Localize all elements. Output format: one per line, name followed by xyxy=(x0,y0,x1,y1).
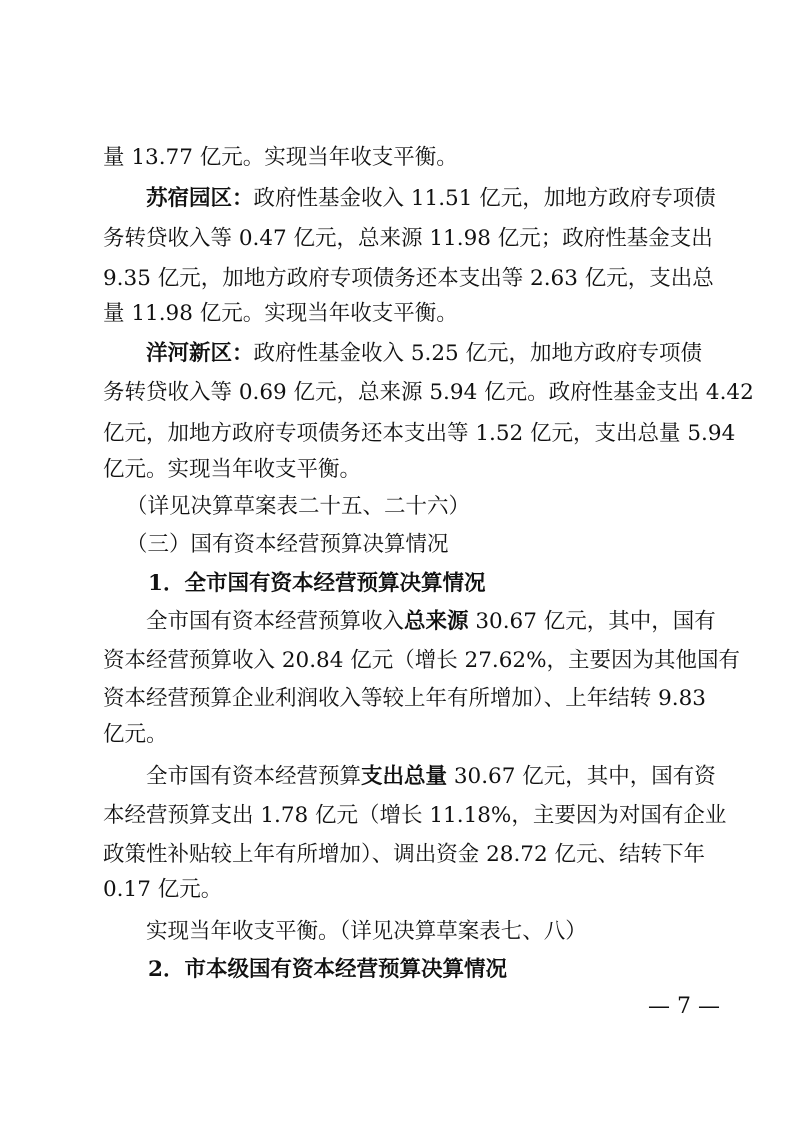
page-number: — 7 — xyxy=(648,994,720,1019)
note-reference: （详见决算草案表二十五、二十六） xyxy=(126,494,471,519)
region-label-suqian: 苏宿园区： xyxy=(146,186,254,211)
paragraph-yanghe-line-1 xyxy=(146,339,703,369)
paragraph-yanghe-line-3: 亿元，加地方政府专项债务还本支出等 1.52 亿元，支出总量 5.94 xyxy=(103,421,736,446)
paragraph-yanghe-line-2: 务转贷收入等 0.69 亿元，总来源 5.94 亿元。政府性基金支出 4.42 xyxy=(103,380,754,405)
paragraph-suqian-line-4: 量 11.98 亿元。实现当年收支平衡。 xyxy=(103,301,458,326)
paragraph-income-line-4: 亿元。 xyxy=(103,722,168,747)
paragraph-income-line-3: 资本经营预算企业利润收入等较上年有所增加）、上年结转 9.83 xyxy=(103,686,706,711)
paragraph-balance: 实现当年收支平衡。（详见决算草案表七、八） xyxy=(146,919,587,944)
paragraph-text: 政府性基金收入 11.51 亿元，加地方政府专项债 xyxy=(253,186,716,211)
paragraph-expense-line-4: 0.17 亿元。 xyxy=(103,877,223,902)
paragraph-expense-line-3: 政策性补贴较上年有所增加）、调出资金 28.72 亿元、结转下年 xyxy=(103,842,705,867)
emphasis-total-expense: 支出总量 xyxy=(361,764,448,789)
paragraph-yanghe-line-4: 亿元。实现当年收支平衡。 xyxy=(103,457,362,482)
paragraph-suqian-line-1 xyxy=(146,184,716,214)
paragraph-expense-line-2: 本经营预算支出 1.78 亿元（增长 11.18%，主要因为对国有企业 xyxy=(103,803,727,828)
subsection-heading-2: 2．市本级国有资本经营预算决算情况 xyxy=(148,957,507,982)
paragraph-text: 政府性基金收入 5.25 亿元，加地方政府专项债 xyxy=(253,341,703,366)
paragraph-text: 全市国有资本经营预算 xyxy=(146,764,362,789)
paragraph-line: 量 13.77 亿元。实现当年收支平衡。 xyxy=(103,145,458,170)
paragraph-text: 30.67 亿元，其中，国有资 xyxy=(447,764,716,789)
region-label-yanghe: 洋河新区： xyxy=(146,341,254,366)
section-heading: （三）国有资本经营预算决算情况 xyxy=(126,532,449,557)
paragraph-income-line-1 xyxy=(146,607,716,637)
paragraph-text: 全市国有资本经营预算收入 xyxy=(146,609,405,634)
subsection-heading-1: 1．全市国有资本经营预算决算情况 xyxy=(148,571,486,596)
paragraph-suqian-line-2: 务转贷收入等 0.47 亿元，总来源 11.98 亿元；政府性基金支出 xyxy=(103,226,713,251)
paragraph-suqian-line-3: 9.35 亿元，加地方政府专项债务还本支出等 2.63 亿元，支出总 xyxy=(103,266,714,291)
emphasis-total-source: 总来源 xyxy=(404,609,469,634)
paragraph-expense-line-1 xyxy=(146,762,716,792)
paragraph-income-line-2: 资本经营预算收入 20.84 亿元（增长 27.62%，主要因为其他国有 xyxy=(103,648,741,673)
paragraph-text: 30.67 亿元，其中，国有 xyxy=(468,609,716,634)
